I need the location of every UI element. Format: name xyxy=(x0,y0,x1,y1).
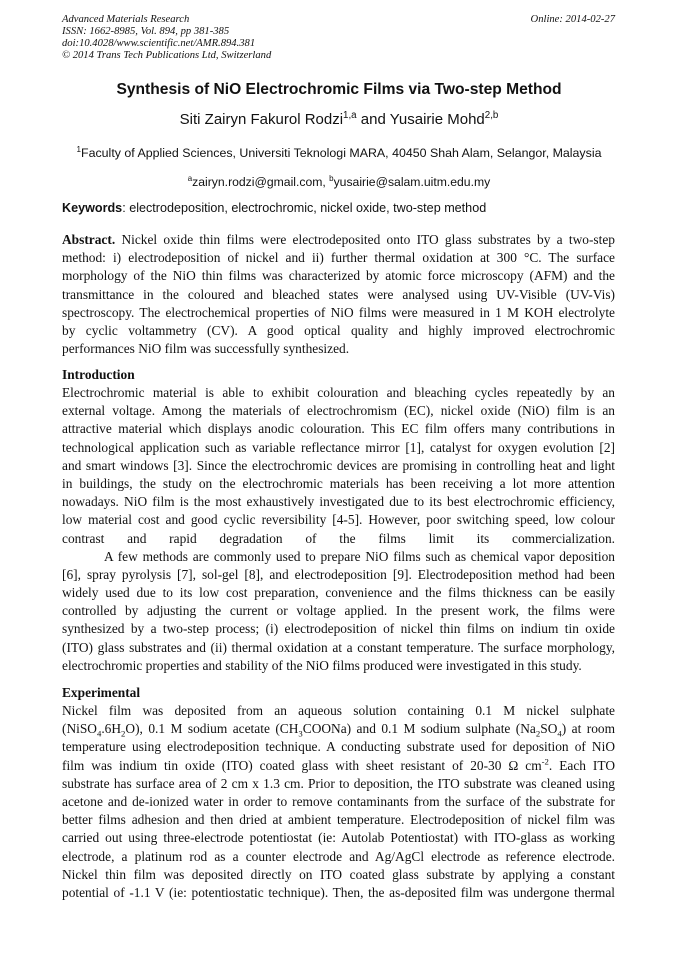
exp-line-text: Nickel thin film was deposited directly on ITO coated glass substrate by applying a constant xyxy=(62,866,615,882)
formula-sub: 2 xyxy=(121,728,126,739)
intro-line-text: Electrochromic material is able to exhibit colouration and bleaching cycles repeatedly by an xyxy=(62,385,615,400)
intro-line-text: nowadays. NiO film is the most exhaustively investigated due to its best electrochromic efficiency, xyxy=(62,494,615,510)
text-line xyxy=(62,620,615,638)
exp-line-text: .6H xyxy=(101,721,122,737)
intro-line-text: low material cost and good cyclic reversibility [4-5]. However, poor switching speed, low colour xyxy=(62,512,615,528)
abstract-line-text: spectroscopy. The electrochemical properties of NiO films were measured in 1 M KOH electrolyte xyxy=(62,304,615,320)
experimental-heading xyxy=(62,684,615,702)
journal-name: Advanced Materials Research xyxy=(62,14,190,25)
author-1: Siti Zairyn Fakurol Rodzi xyxy=(179,111,344,128)
affiliation xyxy=(0,146,678,160)
text-line xyxy=(62,548,615,566)
text-line xyxy=(62,829,615,847)
exp-line-text: O), 0.1 M sodium acetate (CH xyxy=(125,721,299,737)
text-line xyxy=(62,720,615,738)
formula-sub: 4 xyxy=(557,728,562,739)
formula-sub: 3 xyxy=(298,728,303,739)
text-line xyxy=(62,340,615,358)
intro-line-text: [6], spray pyrolysis [7], sol-gel [8], and electrodeposition [9]. Electrodeposition method had been xyxy=(62,566,615,582)
abstract-line-text: morphology of the NiO thin films was characterized by atomic force microscopy (AFM) and the xyxy=(62,268,615,284)
text-line xyxy=(62,702,615,720)
online-date: Online: 2014-02-27 xyxy=(530,14,615,25)
text-line xyxy=(62,475,615,493)
abstract-label: Abstract. xyxy=(62,232,116,247)
exp-line-text: film was indium tin oxide (ITO) coated glass with sheet resistant of 20-30 Ω cm xyxy=(62,757,542,773)
affiliation-text: Faculty of Applied Sciences, Universiti Teknologi MARA, 40450 Shah Alam, Selangor, Malaysia xyxy=(81,146,602,160)
exp-line-text: temperature using electrodeposition technique. A conducting substrate used for deposition of NiO xyxy=(62,739,615,755)
intro-line-text: A few methods are commonly used to prepare NiO films such as chemical vapor deposition xyxy=(104,548,615,564)
text-line xyxy=(62,322,615,340)
intro-line-text: controlled by adjusting the current or voltage applied. In the present work, the films were xyxy=(62,603,615,619)
text-line xyxy=(62,793,615,811)
intro-line-text: external voltage. Among the materials of electrochromism (EC), nickel oxide (NiO) film is an xyxy=(62,403,615,419)
text-line xyxy=(62,866,615,884)
text-line xyxy=(62,657,615,675)
text-line xyxy=(62,775,615,793)
abstract-line-text: performances NiO film was successfully synthesized. xyxy=(62,341,350,357)
issn: ISSN: 1662-8985, Vol. 894, pp 381-385 xyxy=(62,26,230,37)
journal-info xyxy=(62,14,271,62)
formula-sub: 2 xyxy=(535,728,541,739)
text-line xyxy=(62,420,615,438)
email-a-sup: a xyxy=(187,173,193,183)
section-heading: Introduction xyxy=(62,367,135,382)
abstract-line-text: method: i) electrodeposition of nickel and ii) further thermal oxidation at 300 °C. The surface xyxy=(62,250,615,266)
emails xyxy=(0,175,678,189)
text-line xyxy=(62,267,615,285)
exp-line-text: better films adhesion and then dried at ambient temperature. Electrodeposition of nickel film was xyxy=(62,812,615,828)
author-2: Yusairie Mohd xyxy=(389,111,485,128)
formula-sup: -2 xyxy=(541,756,549,767)
author-and: and xyxy=(356,111,390,128)
intro-line-text: electrochromic properties and stability of the NiO films produced were investigated in this study. xyxy=(62,657,582,673)
doi: doi:10.4028/www.scientific.net/AMR.894.381 xyxy=(62,38,256,49)
intro-line-text: (ITO) glass substrates and (ii) thermal oxidation at a constant temperature. The surface morphology, xyxy=(62,639,615,655)
exp-line-text: substrate has surface area of 2 cm x 1.3 cm. Prior to deposition, the ITO substrate was cleaned using xyxy=(62,775,615,791)
intro-line-text: synthesized by a two-step process; (i) electrodeposition of nickel thin films on indium tin oxide xyxy=(62,621,615,637)
exp-line-text: (NiSO xyxy=(62,721,97,737)
text-line xyxy=(62,584,615,602)
author-2-sup: 2,b xyxy=(484,110,499,121)
intro-line-text: widely used due to its low cost preparation, convenience and the films thickness can be easily xyxy=(62,585,615,601)
text-line xyxy=(62,884,615,902)
text-line xyxy=(62,249,615,267)
text-line xyxy=(62,848,615,866)
email-a[interactable]: zairyn.rodzi@gmail.com, xyxy=(192,175,330,189)
text-line xyxy=(62,757,615,775)
experimental-body xyxy=(62,702,615,902)
text-line xyxy=(62,530,615,548)
intro-line-text: and smart windows [3]. Since the electrochromic devices are promising in controlling heat and light xyxy=(62,457,615,473)
paper-title: Synthesis of NiO Electrochromic Films via Two-step Method xyxy=(116,81,562,98)
exp-line-text: ) at room xyxy=(561,721,616,737)
exp-line-text: acetone and de-ionized water in order to remove contaminants from the surface of the substrate for xyxy=(62,793,615,809)
keywords xyxy=(62,201,486,215)
formula-sub: 4 xyxy=(96,728,102,739)
text-line xyxy=(62,304,615,322)
email-b[interactable]: yusairie@salam.uitm.edu.my xyxy=(333,175,491,189)
intro-line-text: technological application such as variable reflectance mirror [1], catalyst for oxygen evolution [2] xyxy=(62,439,615,455)
exp-line-text: carried out using three-electrode potentiostat (ie: Autolab Potentiostat) with ITO-glass as working xyxy=(62,830,615,846)
author-1-sup: 1,a xyxy=(343,110,357,121)
introduction-body xyxy=(62,384,615,675)
intro-line-text: attractive material which displays anodic colouration. This EC film offers many contributions in xyxy=(62,421,615,437)
exp-line-text: . Each ITO xyxy=(548,757,615,773)
text-line xyxy=(62,511,615,529)
keywords-label: Keywords xyxy=(62,201,123,215)
abstract xyxy=(62,231,615,358)
text-line xyxy=(62,457,615,475)
exp-line-text: SO xyxy=(540,721,558,737)
text-line xyxy=(62,402,615,420)
intro-line-text: in buildings, the study on the electrochromic materials has been receiving a lot more attention xyxy=(62,475,615,491)
text-line xyxy=(62,811,615,829)
exp-line-text: Nickel film was deposited from an aqueous solution containing 0.1 M nickel sulphate xyxy=(62,703,615,718)
authors xyxy=(0,111,678,128)
keywords-text: : electrodeposition, electrochromic, nickel oxide, two-step method xyxy=(122,201,487,215)
text-line xyxy=(62,231,615,249)
text-line xyxy=(62,639,615,657)
intro-line-text: contrast and rapid degradation of the films limit its commercialization. xyxy=(62,530,615,546)
text-line xyxy=(62,384,615,402)
exp-line-text: COONa) and 0.1 M sodium sulphate (Na xyxy=(302,721,536,737)
abstract-line-text: by cyclic voltammetry (CV). A good optical quality and highly improved electrochromic xyxy=(62,322,615,338)
text-line xyxy=(62,566,615,584)
affiliation-sup: 1 xyxy=(76,144,82,154)
text-line xyxy=(62,493,615,511)
text-line xyxy=(62,738,615,756)
abstract-line-text: transmittance in the coloured and bleached states were analysed using UV-Visible (UV-Vis) xyxy=(62,286,615,302)
email-b-sup: b xyxy=(329,173,334,183)
copyright: © 2014 Trans Tech Publications Ltd, Switzerland xyxy=(62,50,272,61)
text-line xyxy=(62,286,615,304)
text-line xyxy=(62,602,615,620)
exp-line-text: electrode, a platinum rod as a counter electrode and Ag/AgCl electrode as reference electrode. xyxy=(62,848,615,864)
abstract-line-text: Nickel oxide thin films were electrodeposited onto ITO glass substrates by a two-step xyxy=(115,232,615,247)
exp-line-text: potential of -1.1 V (ie: potentiostatic technique). Then, the as-deposited film was undergone thermal xyxy=(62,884,615,900)
section-heading: Experimental xyxy=(62,685,141,700)
text-line xyxy=(62,439,615,457)
introduction-heading xyxy=(62,366,615,384)
